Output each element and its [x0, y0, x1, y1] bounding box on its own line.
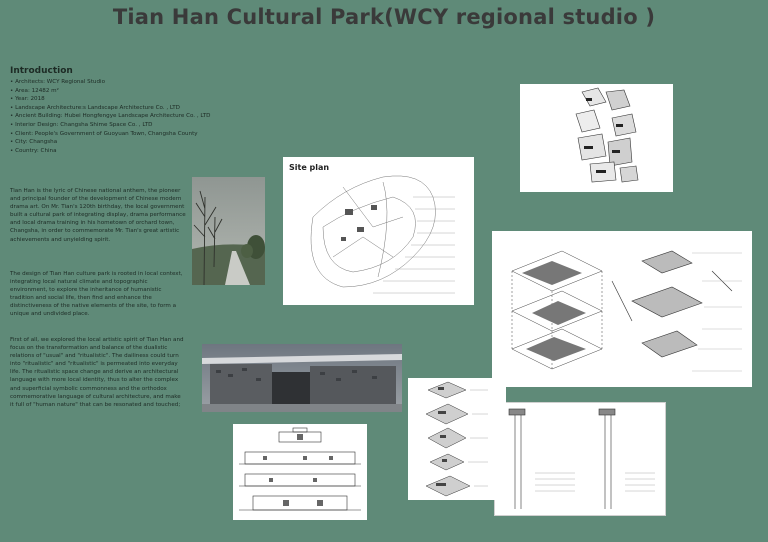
site-plan-drawing — [283, 157, 474, 305]
elevation-drawings-panel — [233, 424, 367, 520]
wall-section-panel — [494, 402, 666, 516]
info-interior-design: • Interior Design: Changsha Shime Space Co. , LTD — [10, 121, 265, 130]
info-client: • Client: People's Government of Guoyuan Town, Changsha County — [10, 130, 265, 139]
paragraph-design-approach: First of all, we explored the local artistic spirit of Tian Han and focus on the transformation and balance of the dualistic relations of "usual" and "ritualistic". The dailiness could turn into "ritualistic" and "ritualistic" is permeated into everyday life. The ritualistic space change and derive an architectural language with more local identity, thus to alter the complex and superficial symbolic commonness and the orthodox commemorative language of cultural architecture, and make it full of "human nature" that can be resonated and touched; — [10, 337, 184, 408]
project-info-list — [10, 78, 265, 155]
info-area: • Area: 12482 m² — [10, 87, 265, 96]
axonometric-sequence-panel — [408, 378, 506, 500]
introduction-heading: Introduction — [10, 66, 73, 76]
page-title: Tian Han Cultural Park(WCY regional studio ) — [112, 5, 656, 29]
info-architects: • Architects: WCY Regional Studio — [10, 78, 265, 87]
site-plan-label: Site plan — [289, 163, 330, 172]
site-plan-panel — [283, 157, 474, 305]
info-landscape: • Landscape Architecture:s Landscape Architecture Co. , LTD — [10, 104, 265, 113]
introduction-section — [10, 66, 265, 155]
exploded-axonometric-panel — [492, 231, 752, 387]
info-city: • City: Changsha — [10, 138, 265, 147]
paragraph-background: Tian Han is the lyric of Chinese national anthem, the pioneer and principal founder of the development of Chinese modern drama art. On Mr. Tian's 120th birthday, the local government built a cultural park of integrating display, drama performance and local drama training in his hometown of orchard town, Changsha, in order to commemorate Mr. Tian's great artistic achievements and unyielding spirit. — [10, 188, 186, 243]
building-exterior-photo — [202, 344, 402, 412]
info-year: • Year: 2018 — [10, 95, 265, 104]
paragraph-design-concept: The design of Tian Han culture park is rooted in local context, integrating local natural climate and topographic environment, to explore the inheritance of humanistic tradition and social life, then find and enhance the distinctiveness of the native elements of the site, to form a unique and undivided place. — [10, 271, 183, 318]
axonometric-massing-panel — [520, 84, 673, 192]
info-ancient-building: • Ancient Building: Hubei Hongfengye Landscape Architecture Co. , LTD — [10, 112, 265, 121]
info-country: • Country: China — [10, 147, 265, 156]
park-path-photo — [192, 177, 265, 285]
